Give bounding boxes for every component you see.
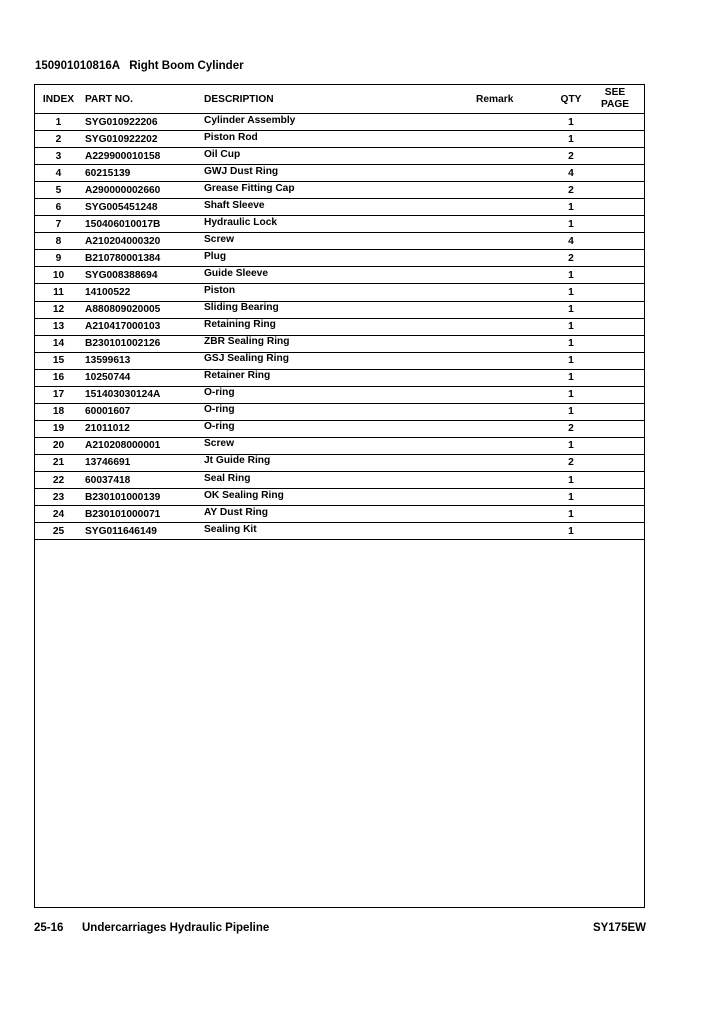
cell-description	[204, 454, 476, 471]
header-part-no: PART NO.	[82, 85, 204, 114]
table-row	[35, 352, 644, 369]
header-description: DESCRIPTION	[204, 85, 476, 114]
cell-index: 14	[35, 335, 82, 352]
cell-see-page	[586, 301, 644, 318]
cell-part-no: 13746691	[82, 454, 204, 471]
cell-see-page	[586, 199, 644, 216]
cell-part-no: A880809020005	[82, 301, 204, 318]
cell-description	[204, 420, 476, 437]
cell-remark	[476, 216, 556, 233]
cell-remark	[476, 267, 556, 284]
table-row	[35, 437, 644, 454]
description-text: Screw	[204, 438, 235, 450]
table-row	[35, 114, 644, 131]
table-row	[35, 335, 644, 352]
cell-part-no: A210204000320	[82, 233, 204, 250]
description-text: Grease Fitting Cap	[204, 182, 295, 194]
cell-qty: 4	[556, 165, 586, 182]
cell-qty: 1	[556, 403, 586, 420]
cell-index: 5	[35, 182, 82, 199]
cell-part-no: B230101000139	[82, 489, 204, 506]
cell-index: 7	[35, 216, 82, 233]
cell-description	[204, 301, 476, 318]
header-see-page-line2: PAGE	[600, 99, 630, 110]
cell-part-no: SYG005451248	[82, 199, 204, 216]
cell-part-no: 14100522	[82, 284, 204, 301]
table-row	[35, 182, 644, 199]
header-qty: QTY	[556, 85, 586, 114]
table-row	[35, 454, 644, 471]
header-remark: Remark	[476, 85, 556, 114]
cell-see-page	[586, 369, 644, 386]
cell-see-page	[586, 233, 644, 250]
cell-index: 23	[35, 489, 82, 506]
cell-index: 21	[35, 454, 82, 471]
cell-index: 18	[35, 403, 82, 420]
cell-qty: 1	[556, 301, 586, 318]
cell-description	[204, 131, 476, 148]
cell-see-page	[586, 471, 644, 488]
cell-remark	[476, 165, 556, 182]
description-text: Jt Guide Ring	[204, 455, 271, 467]
description-text: Oil Cup	[204, 148, 241, 160]
cell-description	[204, 250, 476, 267]
cell-remark	[476, 131, 556, 148]
description-text: Guide Sleeve	[204, 267, 268, 279]
cell-index: 20	[35, 437, 82, 454]
cell-see-page	[586, 437, 644, 454]
cell-qty: 1	[556, 352, 586, 369]
cell-part-no: 60037418	[82, 471, 204, 488]
cell-see-page	[586, 352, 644, 369]
cell-part-no: B210780001384	[82, 250, 204, 267]
cell-qty: 1	[556, 489, 586, 506]
cell-see-page	[586, 489, 644, 506]
cell-qty: 1	[556, 114, 586, 131]
table-header-row	[35, 85, 644, 114]
cell-description	[204, 284, 476, 301]
cell-qty: 1	[556, 335, 586, 352]
cell-index: 19	[35, 420, 82, 437]
table-row	[35, 233, 644, 250]
cell-qty: 1	[556, 131, 586, 148]
table-row	[35, 369, 644, 386]
cell-remark	[476, 250, 556, 267]
cell-qty: 1	[556, 284, 586, 301]
table-row	[35, 318, 644, 335]
header-index: INDEX	[35, 85, 82, 114]
cell-description	[204, 165, 476, 182]
cell-qty: 1	[556, 216, 586, 233]
cell-index: 22	[35, 471, 82, 488]
cell-part-no: SYG008388694	[82, 267, 204, 284]
cell-part-no: B230101000071	[82, 506, 204, 523]
cell-part-no: A229900010158	[82, 148, 204, 165]
cell-description	[204, 506, 476, 523]
table-body	[35, 114, 644, 540]
cell-part-no: SYG010922206	[82, 114, 204, 131]
cell-qty: 1	[556, 199, 586, 216]
cell-remark	[476, 199, 556, 216]
description-text: O-ring	[204, 387, 235, 399]
cell-see-page	[586, 165, 644, 182]
cell-description	[204, 437, 476, 454]
cell-description	[204, 352, 476, 369]
description-text: Hydraulic Lock	[204, 216, 278, 228]
cell-remark	[476, 335, 556, 352]
parts-table-frame	[34, 84, 645, 908]
cell-see-page	[586, 318, 644, 335]
cell-see-page	[586, 182, 644, 199]
header-see-page-line1: SEE	[604, 87, 626, 98]
parts-table	[35, 85, 644, 540]
description-text: Seal Ring	[204, 472, 251, 484]
cell-see-page	[586, 523, 644, 540]
cell-see-page	[586, 114, 644, 131]
cell-qty: 1	[556, 506, 586, 523]
cell-part-no: 151403030124A	[82, 386, 204, 403]
table-row	[35, 506, 644, 523]
table-row	[35, 420, 644, 437]
cell-description	[204, 216, 476, 233]
cell-index: 17	[35, 386, 82, 403]
table-row	[35, 267, 644, 284]
cell-see-page	[586, 267, 644, 284]
cell-remark	[476, 369, 556, 386]
cell-qty: 2	[556, 454, 586, 471]
cell-see-page	[586, 420, 644, 437]
cell-description	[204, 114, 476, 131]
cell-description	[204, 335, 476, 352]
cell-see-page	[586, 284, 644, 301]
cell-description	[204, 267, 476, 284]
cell-index: 3	[35, 148, 82, 165]
cell-part-no: 150406010017B	[82, 216, 204, 233]
cell-description	[204, 386, 476, 403]
cell-remark	[476, 284, 556, 301]
cell-description	[204, 148, 476, 165]
table-row	[35, 489, 644, 506]
table-row	[35, 199, 644, 216]
cell-qty: 1	[556, 267, 586, 284]
cell-remark	[476, 386, 556, 403]
table-row	[35, 284, 644, 301]
cell-index: 15	[35, 352, 82, 369]
cell-remark	[476, 523, 556, 540]
footer-page-number: 25-16	[34, 922, 64, 934]
description-text: GSJ Sealing Ring	[204, 353, 289, 365]
cell-part-no: 10250744	[82, 369, 204, 386]
table-row	[35, 403, 644, 420]
cell-see-page	[586, 131, 644, 148]
table-row	[35, 301, 644, 318]
cell-remark	[476, 403, 556, 420]
cell-index: 11	[35, 284, 82, 301]
cell-part-no: B230101002126	[82, 335, 204, 352]
cell-qty: 2	[556, 148, 586, 165]
cell-see-page	[586, 506, 644, 523]
cell-part-no: A210208000001	[82, 437, 204, 454]
cell-remark	[476, 506, 556, 523]
cell-index: 2	[35, 131, 82, 148]
cell-description	[204, 403, 476, 420]
cell-part-no: 21011012	[82, 420, 204, 437]
table-row	[35, 165, 644, 182]
cell-qty: 2	[556, 420, 586, 437]
cell-description	[204, 199, 476, 216]
cell-part-no: 60215139	[82, 165, 204, 182]
cell-part-no: A290000002660	[82, 182, 204, 199]
description-text: Screw	[204, 233, 235, 245]
description-text: AY Dust Ring	[204, 506, 268, 518]
description-text: Plug	[204, 250, 227, 262]
cell-index: 10	[35, 267, 82, 284]
cell-index: 13	[35, 318, 82, 335]
cell-remark	[476, 471, 556, 488]
cell-part-no: SYG011646149	[82, 523, 204, 540]
cell-remark	[476, 301, 556, 318]
cell-description	[204, 182, 476, 199]
cell-remark	[476, 352, 556, 369]
description-text: Retainer Ring	[204, 370, 271, 382]
cell-index: 12	[35, 301, 82, 318]
description-text: ZBR Sealing Ring	[204, 336, 290, 348]
table-row	[35, 148, 644, 165]
cell-description	[204, 489, 476, 506]
page-title: 150901010816A Right Boom Cylinder	[35, 60, 244, 72]
description-text: O-ring	[204, 404, 235, 416]
cell-index: 1	[35, 114, 82, 131]
footer-section-title: Undercarriages Hydraulic Pipeline	[82, 922, 270, 934]
cell-remark	[476, 114, 556, 131]
cell-description	[204, 471, 476, 488]
description-text: Piston Rod	[204, 131, 258, 143]
table-row	[35, 250, 644, 267]
cell-see-page	[586, 216, 644, 233]
cell-index: 24	[35, 506, 82, 523]
cell-see-page	[586, 403, 644, 420]
cell-see-page	[586, 454, 644, 471]
cell-qty: 1	[556, 369, 586, 386]
table-row	[35, 131, 644, 148]
table-row	[35, 523, 644, 540]
cell-index: 9	[35, 250, 82, 267]
table-row	[35, 216, 644, 233]
cell-part-no: 60001607	[82, 403, 204, 420]
cell-qty: 2	[556, 250, 586, 267]
cell-qty: 1	[556, 523, 586, 540]
cell-index: 16	[35, 369, 82, 386]
cell-qty: 1	[556, 471, 586, 488]
cell-part-no: 13599613	[82, 352, 204, 369]
cell-index: 6	[35, 199, 82, 216]
cell-remark	[476, 318, 556, 335]
cell-part-no: SYG010922202	[82, 131, 204, 148]
cell-remark	[476, 454, 556, 471]
description-text: Shaft Sleeve	[204, 199, 265, 211]
cell-index: 4	[35, 165, 82, 182]
cell-remark	[476, 437, 556, 454]
description-text: Sealing Kit	[204, 523, 257, 535]
cell-see-page	[586, 335, 644, 352]
table-row	[35, 471, 644, 488]
cell-qty: 1	[556, 437, 586, 454]
cell-see-page	[586, 148, 644, 165]
description-text: OK Sealing Ring	[204, 489, 284, 501]
cell-remark	[476, 148, 556, 165]
cell-remark	[476, 182, 556, 199]
cell-index: 25	[35, 523, 82, 540]
cell-description	[204, 233, 476, 250]
cell-description	[204, 369, 476, 386]
cell-see-page	[586, 250, 644, 267]
footer-model: SY175EW	[592, 922, 646, 934]
table-row	[35, 386, 644, 403]
cell-remark	[476, 489, 556, 506]
cell-remark	[476, 420, 556, 437]
cell-description	[204, 318, 476, 335]
cell-description	[204, 523, 476, 540]
cell-see-page	[586, 386, 644, 403]
description-text: O-ring	[204, 421, 235, 433]
cell-remark	[476, 233, 556, 250]
cell-qty: 1	[556, 386, 586, 403]
description-text: Sliding Bearing	[204, 302, 279, 314]
description-text: Cylinder Assembly	[204, 114, 296, 126]
description-text: GWJ Dust Ring	[204, 165, 279, 177]
description-text: Piston	[204, 284, 236, 296]
cell-qty: 4	[556, 233, 586, 250]
description-text: Retaining Ring	[204, 319, 276, 331]
cell-index: 8	[35, 233, 82, 250]
cell-qty: 1	[556, 318, 586, 335]
cell-part-no: A210417000103	[82, 318, 204, 335]
header-see-page	[586, 85, 644, 114]
cell-qty: 2	[556, 182, 586, 199]
